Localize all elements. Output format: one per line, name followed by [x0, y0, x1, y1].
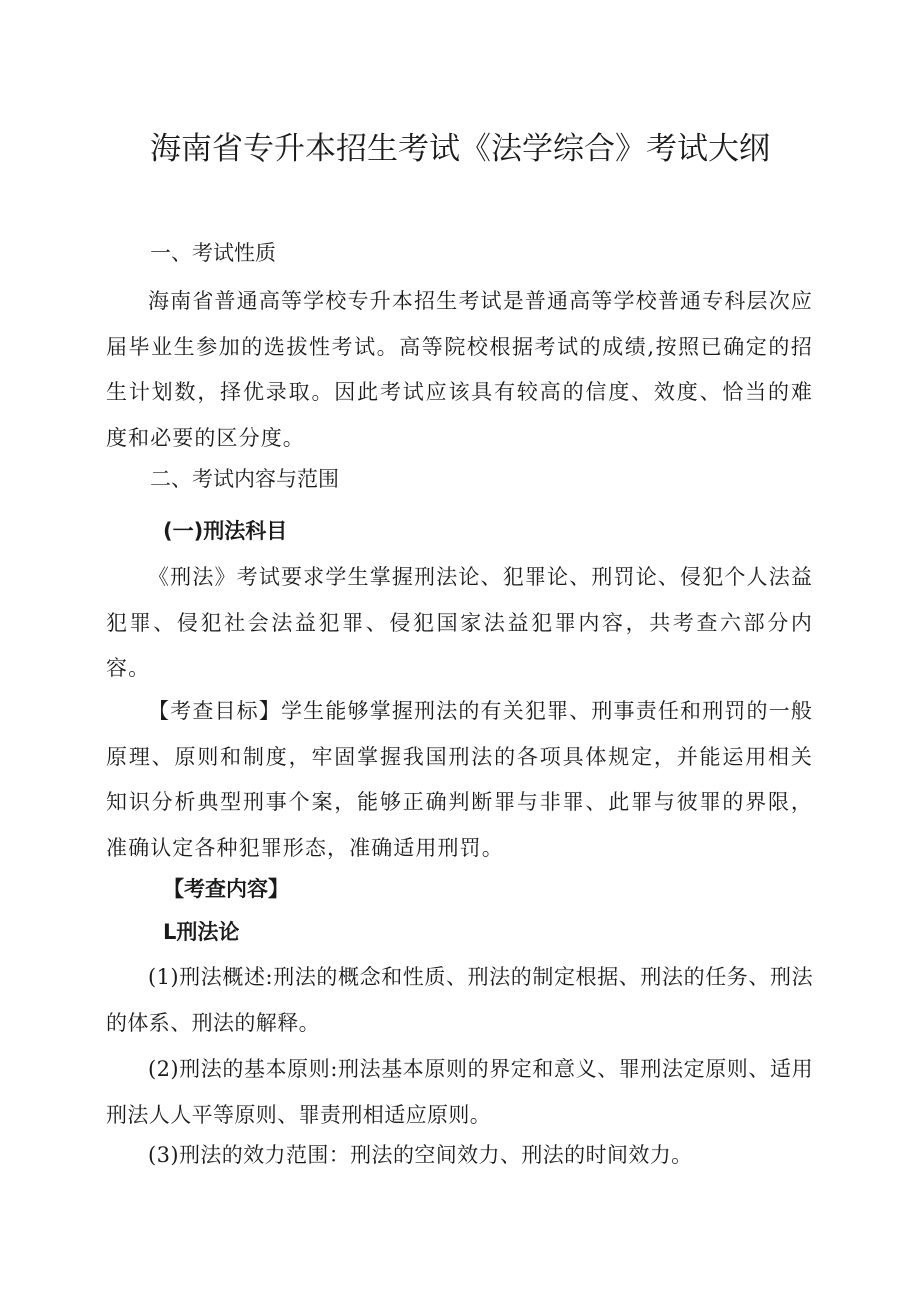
paragraph-criminal-intro: 《刑法》考试要求学生掌握刑法论、犯罪论、刑罚论、侵犯个人法益犯罪、侵犯社会法益犯罪、侵犯国家法益犯罪内容，共考查六部分内容。 — [106, 565, 813, 680]
list-item-basic-principles: (2)刑法的基本原则:刑法基本原则的界定和意义、罪刑法定原则、适用刑法人人平等原则、罪责刑相适应原则。 — [106, 1057, 813, 1127]
section-heading-exam-nature: 一、考试性质 — [150, 241, 276, 265]
document-title: 海南省专升本招生考试《法学综合》考试大纲 — [150, 131, 770, 167]
paragraph-criminal-goal: 【考查目标】学生能够掌握刑法的有关犯罪、刑事责任和刑罚的一般原理、原则和制度，牢固掌握我国刑法的各项具体规定，并能运用相关知识分析典型刑事个案，能够正确判断罪与非罪、此罪与彼罪的界限，准确认定各种犯罪形态，准确适用刑罚。 — [106, 699, 813, 860]
subheading-criminal-subject: (一)刑法科目 — [163, 519, 288, 543]
paragraph-exam-nature: 海南省普通高等学校专升本招生考试是普通高等学校普通专科层次应届毕业生参加的选拔性考试。高等院校根据考试的成绩,按照已确定的招生计划数，择优录取。因此考试应该具有较高的信度、效度、恰当的难度和必要的区分度。 — [106, 289, 813, 450]
subheading-exam-content: 【考查内容】 — [163, 877, 289, 901]
subheading-part1-criminal-law: L刑法论 — [163, 920, 240, 944]
list-item-scope-of-effect: (3)刑法的效力范围：刑法的空间效力、刑法的时间效力。 — [148, 1143, 693, 1167]
section-heading-exam-content: 二、考试内容与范围 — [150, 467, 339, 491]
list-item-criminal-law-overview: (1)刑法概述:刑法的概念和性质、刑法的制定根据、刑法的任务、刑法的体系、刑法的解释。 — [106, 965, 813, 1035]
